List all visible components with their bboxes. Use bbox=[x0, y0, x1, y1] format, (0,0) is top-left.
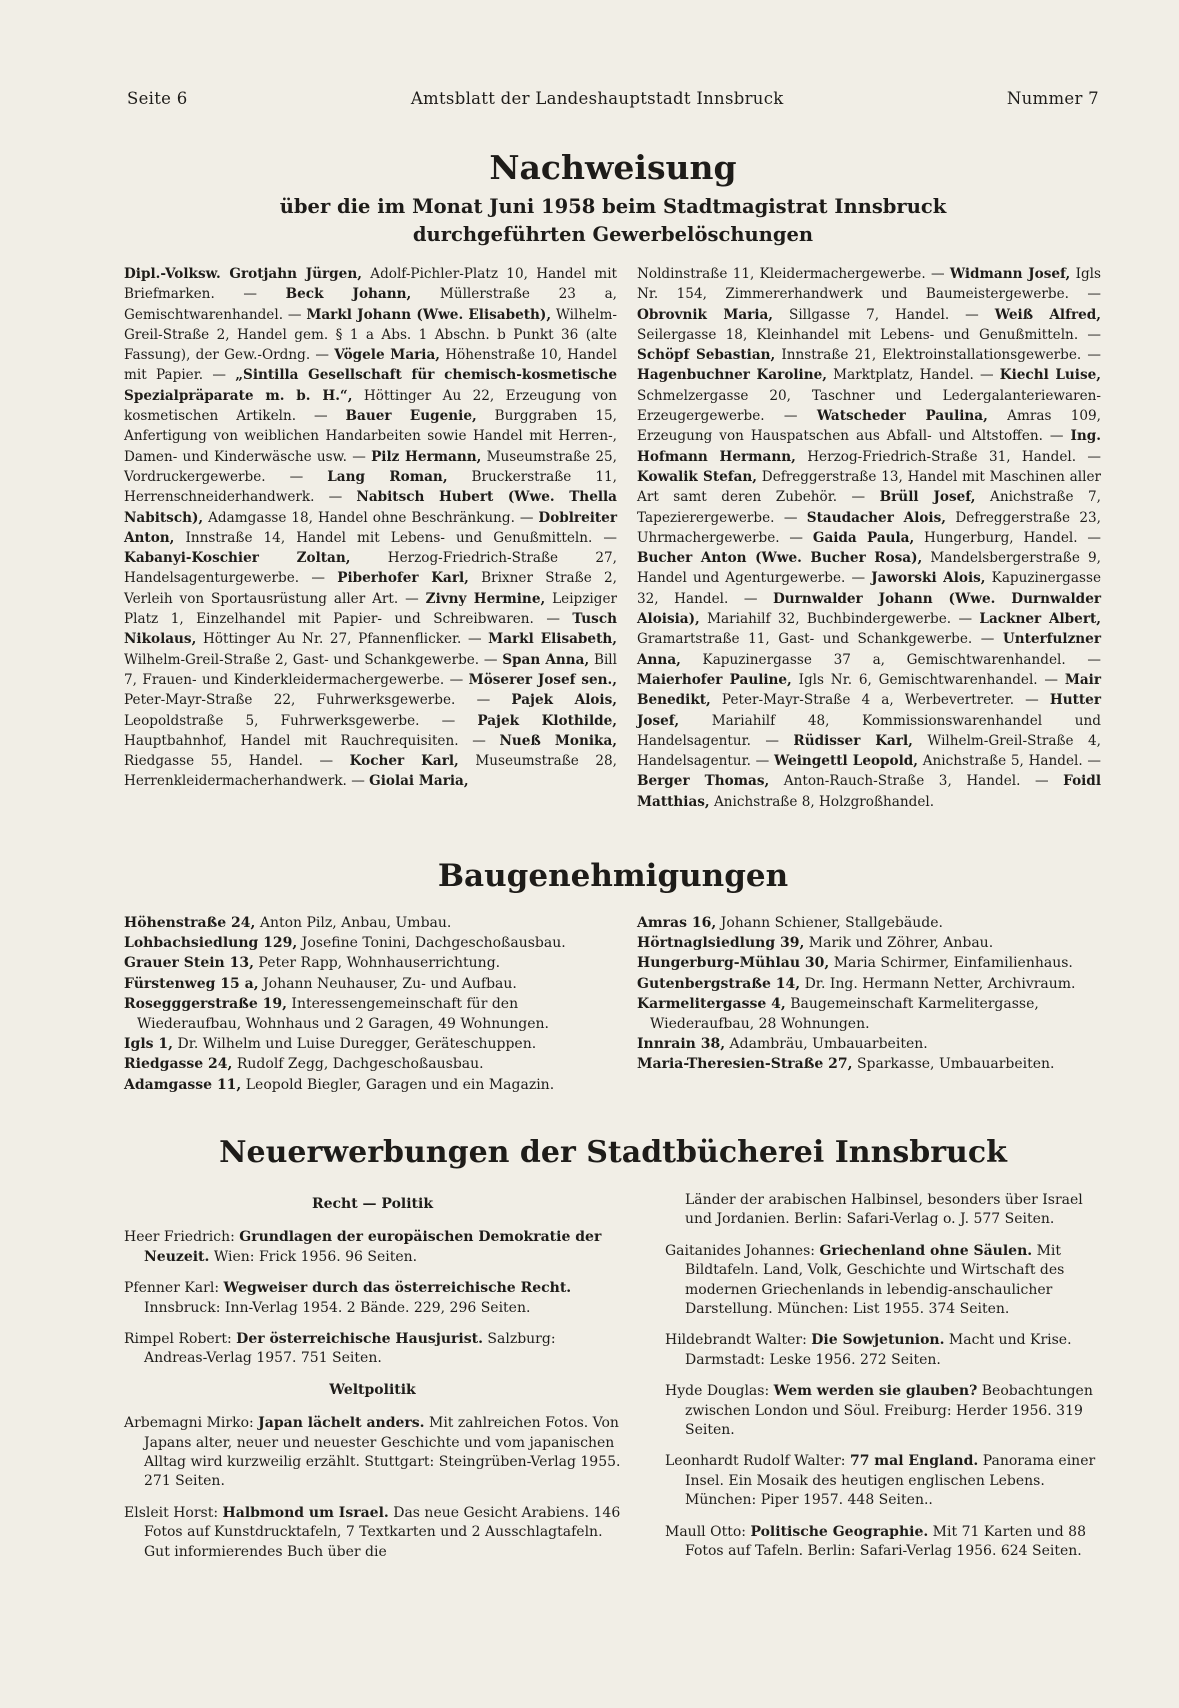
book-title: Halbmond um Israel. bbox=[222, 1504, 389, 1521]
book-title: Grundlagen der europäischen Demokratie der Neuzeit. bbox=[144, 1229, 602, 1265]
book-author: Leonhardt Rudolf Walter: bbox=[665, 1453, 850, 1470]
business-name: Möserer Josef sen., bbox=[468, 671, 617, 688]
deletions-paragraph bbox=[124, 264, 617, 792]
business-name: Maierhofer Pauline, bbox=[637, 671, 792, 688]
book-author: Maull Otto: bbox=[665, 1523, 751, 1540]
permit-address: Hungerburg-Mühlau 30, bbox=[637, 955, 830, 972]
section-title-neuerwerbungen: Neuerwerbungen der Stadtbücherei Innsbruck bbox=[219, 1135, 1007, 1170]
permit-address: Amras 16, bbox=[637, 915, 717, 931]
section-subtitle bbox=[127, 193, 1099, 249]
business-name: Foidl Matthias, bbox=[637, 773, 1101, 810]
page-label: Seite 6 bbox=[127, 89, 188, 108]
business-name: Watscheder Paulina, bbox=[816, 408, 988, 425]
business-name: Bucher Anton (Wwe. Bucher Rosa), bbox=[637, 550, 923, 567]
section-title-baugenehmigungen: Baugenehmigungen bbox=[437, 858, 789, 894]
business-name: Pajek Alois, bbox=[511, 692, 617, 709]
business-name: Markl Johann (Wwe. Elisabeth), bbox=[306, 306, 552, 323]
permits-column-left bbox=[124, 913, 611, 1095]
permit-details: Rudolf Zegg, Dachgeschoßausbau. bbox=[232, 1056, 484, 1073]
business-name: Nueß Monika, bbox=[499, 732, 617, 749]
business-name: Dipl.-Volksw. Grotjahn Jürgen, bbox=[124, 266, 362, 282]
book-author: Pfenner Karl: bbox=[124, 1280, 224, 1297]
deletions-column-left bbox=[124, 264, 617, 792]
book-entry bbox=[665, 1331, 1098, 1370]
permit-entry bbox=[637, 933, 1101, 953]
business-name: Unterfulzner Anna, bbox=[637, 631, 1101, 668]
book-details: Wien: Frick 1956. 96 Seiten. bbox=[209, 1248, 418, 1265]
publication-title: Amtsblatt der Landeshauptstadt Innsbruck bbox=[410, 89, 784, 108]
permit-address: Fürstenweg 15 a, bbox=[124, 975, 259, 992]
business-name: Hutter Josef, bbox=[637, 692, 1101, 729]
business-details: Igls Nr. 154, Zimmererhandwerk und Baumeistergewerbe. — bbox=[637, 266, 1101, 303]
book-entry bbox=[665, 1242, 1098, 1320]
business-name: Staudacher Alois, bbox=[806, 509, 946, 526]
book-entry bbox=[665, 1523, 1098, 1562]
business-details: Innstraße 14, Handel mit Lebens- und Genußmitteln. — bbox=[174, 529, 617, 546]
business-details: Bruckerstraße 11, Herrenschneiderhandwerk. — bbox=[124, 468, 617, 506]
business-name: Zivny Hermine, bbox=[425, 590, 546, 607]
business-details: Höhenstraße 10, Handel mit Papier. — bbox=[124, 347, 617, 384]
permit-entry bbox=[124, 913, 611, 933]
business-name: Schöpf Sebastian, bbox=[637, 347, 776, 364]
business-name: Bauer Eugenie, bbox=[345, 408, 477, 425]
business-details: Burggraben 15, Anfertigung von weiblichen Handarbeiten sowie Handel mit Herren-, Damen- und Kinderwäsche usw. — bbox=[124, 408, 617, 465]
book-entry bbox=[665, 1382, 1098, 1440]
business-details: Herzog-Friedrich-Straße 31, Handel. — bbox=[795, 448, 1102, 465]
business-details: Noldinstraße 11, Kleidermachergewerbe. — bbox=[637, 266, 950, 282]
business-name: Widmann Josef, bbox=[949, 266, 1071, 282]
subtitle-line-2: durchgeführten Gewerbelöschungen bbox=[412, 223, 814, 246]
permit-address: Höhenstraße 24, bbox=[124, 915, 256, 931]
book-title: Wegweiser durch das österreichische Recht. bbox=[223, 1280, 572, 1297]
business-details: Hauptbahnhof, Handel mit Rauchrequisiten. — bbox=[124, 732, 500, 749]
business-details: Amras 109, Erzeugung von Hauspatschen aus Abfall- und Altstoffen. — bbox=[637, 408, 1102, 445]
permit-entry bbox=[637, 953, 1101, 973]
book-title: Politische Geographie. bbox=[750, 1523, 929, 1540]
business-details: Sillgasse 7, Handel. — bbox=[773, 306, 995, 323]
business-name: Lang Roman, bbox=[327, 468, 448, 485]
permit-address: Maria-Theresien-Straße 27, bbox=[637, 1056, 853, 1073]
business-name: Kowalik Stefan, bbox=[637, 468, 758, 485]
permit-details: Maria Schirmer, Einfamilienhaus. bbox=[829, 955, 1073, 972]
permit-entry bbox=[124, 994, 611, 1034]
issue-number: Nummer 7 bbox=[1006, 89, 1099, 108]
business-details: Schmelzergasse 20, Taschner und Ledergalanteriewaren-Erzeugergewerbe. — bbox=[637, 387, 1101, 425]
business-details: Kapuzinergasse 37 a, Gemischtwarenhandel. — bbox=[680, 651, 1101, 668]
business-details: Innstraße 21, Elektroinstallationsgewerbe. — bbox=[775, 347, 1101, 364]
book-details: Panorama einer Insel. Ein Mosaik des heutigen englischen Lebens. München: Piper 1957. 448 Seiten.. bbox=[685, 1453, 1096, 1509]
book-author: Heer Friedrich: bbox=[124, 1229, 240, 1246]
book-details: Mit zahlreichen Fotos. Von Japans alter, neuer und neuester Geschichte und vom japanischen Alltag wird kurzweilig erzählt. Stuttgart: Steingrüben-Verlag 1955. 271 Seiten. bbox=[144, 1415, 621, 1490]
business-details: Leopoldstraße 5, Fuhrwerksgewerbe. — bbox=[124, 712, 478, 729]
permit-address: Innrain 38, bbox=[637, 1036, 726, 1053]
business-name: Obrovnik Maria, bbox=[637, 306, 774, 323]
permit-address: Hörtnaglsiedlung 39, bbox=[637, 935, 805, 952]
permit-entry bbox=[124, 1054, 611, 1074]
book-details: Salzburg: Andreas-Verlag 1957. 751 Seiten. bbox=[144, 1331, 556, 1367]
business-name: Durnwalder Johann (Wwe. Durnwalder Aloisia), bbox=[637, 590, 1101, 628]
permit-address: Karmelitergasse 4, bbox=[637, 995, 786, 1012]
deletions-paragraph bbox=[637, 264, 1101, 812]
permit-address: Lohbachsiedlung 129, bbox=[124, 935, 298, 952]
business-details: Bill 7, Frauen- und Kinderkleidermachergewerbe. — bbox=[124, 651, 617, 688]
permit-entry bbox=[637, 1054, 1101, 1074]
business-name: Weingettl Leopold, bbox=[773, 753, 919, 770]
permit-details: Johann Neuhauser, Zu- und Aufbau. bbox=[258, 975, 517, 992]
permit-details: Dr. Wilhelm und Luise Duregger, Geräteschuppen. bbox=[173, 1036, 537, 1053]
business-name: Lackner Albert, bbox=[979, 611, 1101, 628]
business-name: Pilz Hermann, bbox=[371, 448, 482, 465]
book-title: 77 mal England. bbox=[849, 1453, 979, 1470]
business-name: Jaworski Alois, bbox=[871, 570, 986, 587]
permit-entry bbox=[124, 953, 611, 973]
book-details: Das neue Gesicht Arabiens. 146 Fotos auf Kunstdrucktafeln, 7 Textkarten und 2 Ausschlagtafeln. Gut informierendes Buch über die bbox=[144, 1504, 621, 1560]
business-details: Peter-Mayr-Straße 4 a, Werbevertreter. — bbox=[710, 692, 1050, 709]
permit-details: Adambräu, Umbauarbeiten. bbox=[725, 1036, 928, 1053]
book-details: Macht und Krise. Darmstadt: Leske 1956. 272 Seiten. bbox=[685, 1332, 1072, 1368]
section-title-nachweisung: Nachweisung bbox=[489, 148, 737, 187]
business-name: Piberhofer Karl, bbox=[337, 570, 469, 587]
business-details: Wilhelm-Greil-Straße 2, Handel gem. § 1 a Abs. 1 Abschn. b Punkt 36 (alte Fassung), der Gew.-Ordng. — bbox=[124, 306, 617, 364]
business-details: Hungerburg, Handel. — bbox=[914, 529, 1101, 546]
business-name: Nabitsch Hubert (Wwe. Thella Nabitsch), bbox=[124, 489, 617, 526]
business-details: Defreggerstraße 13, Handel mit Maschinen aller Art samt deren Zubehör. — bbox=[637, 468, 1101, 506]
book-title: Der österreichische Hausjurist. bbox=[236, 1331, 483, 1348]
business-details: Herzog-Friedrich-Straße 27, Handelsagenturgewerbe. — bbox=[124, 550, 617, 587]
business-details: Adolf-Pichler-Platz 10, Handel mit Briefmarken. — bbox=[124, 266, 618, 303]
permit-entry bbox=[124, 974, 611, 994]
deletions-column-right bbox=[637, 264, 1101, 812]
permit-details: Anton Pilz, Anbau, Umbau. bbox=[255, 915, 452, 931]
business-details: Seilergasse 18, Kleinhandel mit Lebens- und Genußmitteln. — bbox=[637, 326, 1101, 343]
weltpolitik-entries-left bbox=[124, 1414, 621, 1562]
business-name: Tusch Nikolaus, bbox=[124, 611, 617, 648]
business-details: Höttinger Au Nr. 27, Pfannenflicker. — bbox=[196, 631, 489, 648]
book-details: Innsbruck: Inn-Verlag 1954. 2 Bände. 229, 296 Seiten. bbox=[144, 1299, 531, 1316]
business-details: Anton-Rauch-Straße 3, Handel. — bbox=[769, 773, 1064, 790]
book-title: Wem werden sie glauben? bbox=[773, 1383, 978, 1400]
book-author: Hildebrandt Walter: bbox=[665, 1332, 812, 1349]
business-name: Kabanyi-Koschier Zoltan, bbox=[124, 550, 351, 567]
business-details: Museumstraße 28, Herrenkleidermacherhandwerk. — bbox=[124, 753, 617, 790]
permit-entry bbox=[124, 933, 611, 953]
book-author: Arbemagni Mirko: bbox=[124, 1415, 259, 1432]
book-entry bbox=[124, 1279, 621, 1318]
book-author: Hyde Douglas: bbox=[665, 1383, 774, 1400]
library-column-left bbox=[124, 1191, 621, 1574]
recht-entries bbox=[124, 1228, 621, 1368]
business-details: Museumstraße 25, Vordruckergewerbe. — bbox=[124, 448, 617, 485]
permit-details: Sparkasse, Umbauarbeiten. bbox=[852, 1056, 1055, 1073]
permit-address: Igls 1, bbox=[124, 1036, 174, 1053]
permit-details: Leopold Biegler, Garagen und ein Magazin. bbox=[241, 1076, 555, 1093]
book-details: Mit 71 Karten und 88 Fotos auf Tafeln. Berlin: Safari-Verlag 1956. 624 Seiten. bbox=[685, 1523, 1086, 1560]
business-name: Giolai Maria, bbox=[369, 773, 469, 790]
library-column-right bbox=[665, 1191, 1098, 1574]
permit-details: Marik und Zöhrer, Anbau. bbox=[804, 935, 994, 952]
business-details: Anichstraße 5, Handel. — bbox=[918, 753, 1101, 770]
permit-address: Riedgasse 24, bbox=[124, 1056, 233, 1073]
book-entry bbox=[124, 1330, 621, 1369]
business-name: Markl Elisabeth, bbox=[488, 631, 617, 648]
permit-address: Rosegggerstraße 19, bbox=[124, 995, 287, 1012]
business-name: Weiß Alfred, bbox=[994, 306, 1101, 323]
business-name: Mair Benedikt, bbox=[637, 671, 1101, 709]
business-name: Berger Thomas, bbox=[637, 773, 770, 790]
business-name: Beck Johann, bbox=[285, 286, 412, 303]
business-details: Defreggerstraße 23, Uhrmachergewerbe. — bbox=[637, 509, 1101, 546]
business-details: Anichstraße 8, Holzgroßhandel. bbox=[709, 793, 935, 810]
business-details: Gramartstraße 11, Gast- und Schankgewerbe. — bbox=[637, 631, 1003, 648]
permit-address: Adamgasse 11, bbox=[124, 1076, 242, 1093]
book-author: Gaitanides Johannes: bbox=[665, 1242, 820, 1259]
subheading-recht-politik: Recht — Politik bbox=[311, 1196, 434, 1212]
business-name: Vögele Maria, bbox=[334, 347, 440, 364]
business-name: Brüll Josef, bbox=[879, 489, 976, 506]
book-author: Elsleit Horst: bbox=[124, 1504, 223, 1521]
business-details: Mariahilf 32, Buchbindergewerbe. — bbox=[699, 611, 980, 628]
permit-entry bbox=[124, 1075, 611, 1095]
business-details: Brixner Straße 2, Verleih von Sportausrüstung aller Art. — bbox=[124, 570, 617, 607]
business-details: Riedgasse 55, Handel. — bbox=[124, 753, 350, 770]
permit-entry bbox=[637, 994, 1101, 1034]
business-details: Leipziger Platz 1, Einzelhandel mit Papier- und Schreibwaren. — bbox=[124, 590, 617, 628]
book-author: Rimpel Robert: bbox=[124, 1331, 237, 1348]
book-entry bbox=[124, 1414, 621, 1492]
book-details: Beobachtungen zwischen London und Söul. Freiburg: Herder 1956. 319 Seiten. bbox=[685, 1383, 1093, 1439]
book-entry bbox=[124, 1228, 621, 1267]
book-title: Die Sowjetunion. bbox=[811, 1332, 945, 1349]
business-details: Mariahilf 48, Kommissionswarenhandel und Handelsagentur. — bbox=[637, 712, 1101, 749]
business-details: Wilhelm-Greil-Straße 2, Gast- und Schankgewerbe. — bbox=[124, 651, 503, 668]
business-details: Marktplatz, Handel. — bbox=[826, 367, 1000, 384]
book-entry bbox=[665, 1191, 1098, 1230]
permit-details: Johann Schiener, Stallgebäude. bbox=[716, 915, 943, 931]
business-details: Igls Nr. 6, Gemischtwarenhandel. — bbox=[791, 671, 1065, 688]
permit-entry bbox=[637, 913, 1101, 933]
permit-address: Grauer Stein 13, bbox=[124, 955, 254, 972]
book-details: Mit Bildtafeln. Land, Volk, Geschichte und Wirtschaft des modernen Griechenlands in lebendig-anschaulicher Darstellung. München: List 1955. 374 Seiten. bbox=[685, 1242, 1065, 1318]
business-name: Ing. Hofmann Hermann, bbox=[637, 428, 1101, 465]
permits-column-right bbox=[637, 913, 1101, 1075]
business-name: „Sintilla Gesellschaft für chemisch-kosmetische Spezialpräparate m. b. H.“, bbox=[124, 367, 617, 404]
permit-address: Gutenbergstraße 14, bbox=[637, 975, 801, 992]
business-name: Span Anna, bbox=[502, 651, 590, 668]
business-name: Doblreiter Anton, bbox=[124, 509, 617, 546]
business-details: Peter-Mayr-Straße 22, Fuhrwerksgewerbe. — bbox=[124, 692, 512, 709]
permit-entry bbox=[637, 974, 1101, 994]
book-entry bbox=[124, 1504, 621, 1562]
subtitle-line-1: über die im Monat Juni 1958 beim Stadtmagistrat Innsbruck bbox=[279, 195, 947, 218]
business-details: Kapuzinergasse 32, Handel. — bbox=[637, 570, 1101, 607]
permit-details: Peter Rapp, Wohnhauserrichtung. bbox=[253, 955, 501, 972]
business-details: Höttinger Au 22, Erzeugung von kosmetischen Artikeln. — bbox=[124, 387, 617, 425]
business-name: Pajek Klothilde, bbox=[477, 712, 617, 729]
business-name: Kocher Karl, bbox=[349, 753, 459, 770]
book-details: Länder der arabischen Halbinsel, besonders über Israel und Jordanien. Berlin: Safari-Verlag o. J. 577 Seiten. bbox=[685, 1192, 1083, 1228]
business-details: Mandelsbergerstraße 9, Handel und Agenturgewerbe. — bbox=[637, 550, 1101, 587]
business-name: Hagenbuchner Karoline, bbox=[637, 367, 827, 384]
permit-entry bbox=[637, 1034, 1101, 1054]
book-title: Griechenland ohne Säulen. bbox=[819, 1242, 1033, 1259]
subheading-weltpolitik: Weltpolitik bbox=[329, 1381, 416, 1398]
running-header bbox=[127, 89, 1099, 117]
business-details: Wilhelm-Greil-Straße 4, Handelsagentur. — bbox=[637, 732, 1101, 770]
business-details: Anichstraße 7, Tapezierergewerbe. — bbox=[637, 489, 1101, 526]
business-name: Gaida Paula, bbox=[812, 529, 915, 546]
business-details: Müllerstraße 23 a, Gemischtwarenhandel. — bbox=[124, 286, 617, 323]
business-name: Rüdisser Karl, bbox=[793, 732, 913, 749]
permit-entry bbox=[124, 1034, 611, 1054]
business-details: Adamgasse 18, Handel ohne Beschränkung. — bbox=[203, 509, 539, 526]
business-name: Kiechl Luise, bbox=[999, 367, 1101, 384]
permit-details: Baugemeinschaft Karmelitergasse, Wiederaufbau, 28 Wohnungen. bbox=[650, 995, 1039, 1033]
permit-details: Interessengemeinschaft für den Wiederaufbau, Wohnhaus und 2 Garagen, 49 Wohnungen. bbox=[137, 995, 549, 1033]
book-entry bbox=[665, 1452, 1098, 1510]
permit-details: Josefine Tonini, Dachgeschoßausbau. bbox=[297, 935, 566, 952]
permit-details: Dr. Ing. Hermann Netter, Archivraum. bbox=[800, 975, 1076, 992]
book-title: Japan lächelt anders. bbox=[258, 1415, 425, 1432]
